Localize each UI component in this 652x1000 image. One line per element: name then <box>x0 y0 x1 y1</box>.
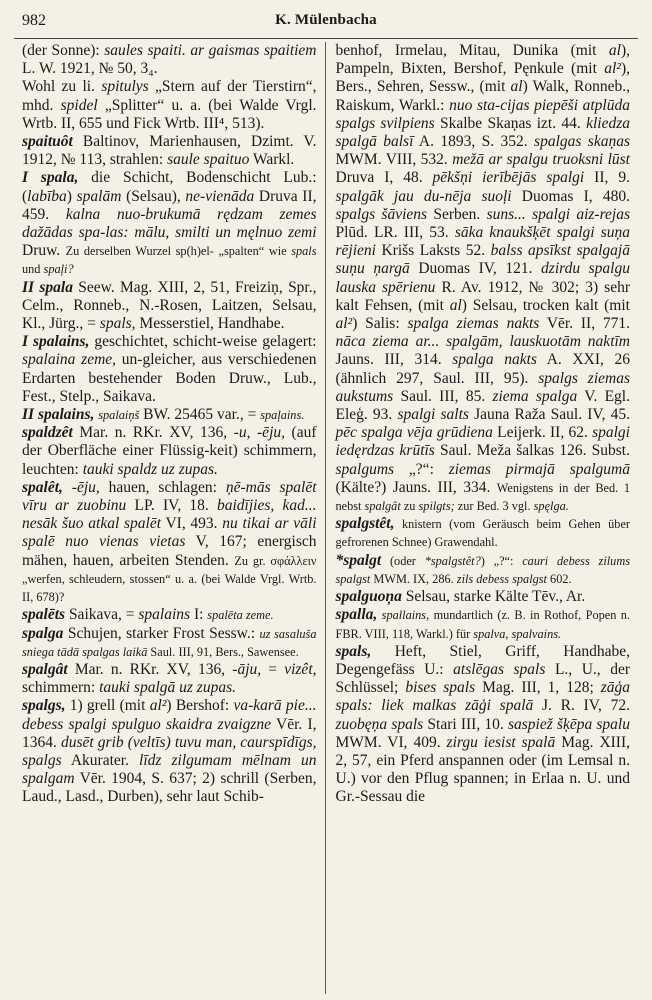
entry-text: Druva I, 48. <box>335 169 433 187</box>
entry-headword: spalga <box>22 624 64 642</box>
dictionary-entry <box>336 606 631 642</box>
etymology-example: zils debess spalgst <box>456 571 547 586</box>
example-text: ņē-mās spalēt vīru ar zuobinu <box>22 478 317 515</box>
entry-text: schimmern: <box>22 679 100 697</box>
entry-text: A. XXI, 26 (ähnlich 297, Saul. III, 95). <box>335 351 630 387</box>
dictionary-entry <box>22 424 317 479</box>
left-column <box>14 42 326 994</box>
etymology-example: uz sasaluša sniega tādā spalgas laikā <box>22 626 317 659</box>
dictionary-entry <box>22 406 317 424</box>
dictionary-columns <box>14 42 638 994</box>
entry-text: VI, 493. <box>161 515 223 533</box>
example-text: al² <box>604 60 621 78</box>
entry-headword: I spalains, <box>22 333 90 351</box>
example-text: spalgi iedęrdzas krūtīs <box>335 424 630 460</box>
example-text: spalaina zeme, <box>22 351 117 369</box>
entry-text: Jauna Raža Saul. IV, 45. <box>468 406 631 424</box>
example-text: bises spals <box>405 679 476 697</box>
etymology-note: mundartlich (z. B. in Rothof, Popen n. FBR. VIII, 118, Warkl.) für <box>335 608 630 641</box>
entry-text: I: <box>190 606 208 624</box>
entry-text: (Kälte?) Jauns. III, 334. <box>335 478 497 496</box>
entry-text: benhof, Irmelau, Mitau, Dunika (mit <box>335 42 609 59</box>
entry-text: Seew. Mag. XIII, 2, 51, Freiziņ, Spr., Celm., Ronneb., N.-Rosen, Laitzen, Selsau, Kl., Jürg., = <box>22 278 317 333</box>
entry-text: Vēr. II, 771. <box>539 315 630 333</box>
etymology-example: spals <box>291 244 317 259</box>
entry-text: ) <box>66 187 77 205</box>
entry-text: „Splitter“ u. a. (bei Walde Vrgl. Wrtb. II, 655 und Fick Wrtb. III⁴, 513). <box>22 96 317 132</box>
entry-text: Skalbe Skaņas izt. 44. <box>434 114 587 132</box>
etymology-example: spilgts; <box>418 499 455 514</box>
etymology-note: knistern (vom Geräusch beim Gehen über gefrorenen Schnee) Grawendahl. <box>335 517 630 550</box>
dictionary-entry <box>336 42 631 515</box>
example-text: balss apsīkst spalgajā suņu ņargā <box>335 242 630 278</box>
etymology-note: (oder <box>381 553 425 568</box>
entry-text: hauen, schlagen: <box>99 478 226 496</box>
entry-text: R. Av. 1912, № 302; 3) sehr kalt Fehsen, (mit <box>335 278 630 314</box>
example-text: al <box>608 42 621 59</box>
dictionary-entry <box>22 169 317 278</box>
etymology-example: spalva, spalvains. <box>473 626 562 641</box>
example-text: zuobęņa spals <box>335 715 424 733</box>
example-text: spalga nakts <box>452 351 537 369</box>
example-text: kalna nuo-brukumā rędzam zemes dažādas spa-las: mālu, smilti un męlnuo zemi <box>22 205 317 242</box>
example-text: sāka knaukšķēt spalgi suņa rējieni <box>335 224 631 260</box>
example-text: nāca ziema ar... spalgām, lauskuotām naktīm <box>335 333 630 351</box>
entry-text: Krišs Laksts 52. <box>375 242 491 260</box>
etymology-note: Zu gr. σφάλλειν „werfen, schleudern, stossen“ u. a. (bei Walde Vrgl. Wrtb. II, 678)? <box>22 553 317 605</box>
example-text: spalgums <box>335 460 395 478</box>
entry-text: ), Bers., Sehren, Sessw., (mit <box>335 60 630 96</box>
example-text: pēkšņi ierībējās spalgi <box>432 169 585 187</box>
dictionary-entry <box>336 515 631 551</box>
etymology-example: spalgât <box>364 499 401 514</box>
entry-text: V, 167; energisch mähen, hauen, arbeiten Stenden. <box>22 533 317 569</box>
entry-text: Saikava, = <box>65 606 139 624</box>
entry-headword: spalgât <box>22 660 68 678</box>
dictionary-entry <box>22 606 317 624</box>
dictionary-entry <box>22 661 317 697</box>
etymology-note: und <box>22 262 44 277</box>
entry-text: Druw. <box>22 242 66 260</box>
entry-text: Baltinov, Marienhausen, Dzimt. V. 1912, № 113, strahlen: <box>22 133 317 169</box>
entry-headword: I spala, <box>22 169 79 187</box>
etymology-example: spęlga. <box>533 499 569 514</box>
entry-text: = <box>261 660 285 678</box>
example-text: suns... spalgi aiz-rejas <box>486 205 630 223</box>
page-header <box>14 8 638 39</box>
entry-text: V. Egl. Eleģ. 93. <box>335 387 630 424</box>
entry-text: Stari III, 10. <box>423 715 508 733</box>
entry-headword: *spalgt <box>335 551 382 569</box>
entry-text: Mar. n. RKr. XV, 136, <box>67 660 233 678</box>
etymology-note: Saul. III, 91, Bers., Sawensee. <box>147 644 299 659</box>
entry-text: Heft, Stiel, Griff, Handhabe, Degengefäss U.: <box>335 642 630 678</box>
entry-text: Jauns. III, 314. <box>335 351 453 369</box>
entry-text: A. 1893, S. 352. <box>413 133 535 151</box>
entry-text: ) Selsau, trocken kalt (mit <box>461 296 630 314</box>
entry-text: Selsau, starke Kälte Tēv., Ar. <box>401 588 586 606</box>
example-text: tauki spaldz uz zupas. <box>82 460 218 478</box>
example-text: spidel <box>60 96 98 114</box>
dictionary-entry <box>22 697 317 806</box>
example-text: spalgāk jau du-nēja suoļi <box>335 187 512 205</box>
example-text: -u, -ēju, <box>233 424 285 442</box>
entry-text: ) Bershof: <box>166 697 234 715</box>
example-text: spalām <box>76 187 122 205</box>
example-text: -ēju, <box>71 478 100 496</box>
entry-text: L. W. 1921, № 50, 3₄. <box>22 60 158 78</box>
entry-text: Leijerk. II, 62. <box>492 424 593 442</box>
example-text: līdz zilgumam mēlnam un spalgam <box>22 751 317 788</box>
example-text: saule spaituo <box>167 151 250 169</box>
example-text: dzirdu spalgu lauska spērienu <box>335 260 630 296</box>
entry-text: Vēr. I, 1364. <box>22 715 317 751</box>
example-text: tauki spalgā uz zupas. <box>99 679 236 697</box>
example-text: saspiež šķēpa spalu <box>507 715 630 733</box>
entry-text: „Stern auf der Tierstirn“, mhd. <box>22 78 317 114</box>
example-text: nuo sta-cijas piepēši atplūda spalgs svilpiens <box>335 96 630 132</box>
example-text: al² <box>335 315 353 333</box>
dictionary-entry <box>22 133 317 169</box>
example-text: saules spaiti. ar gaismas spaitiem <box>104 42 317 59</box>
example-text: pēc spalga vēja grūdiena <box>335 424 493 442</box>
example-text: -āju, <box>232 660 262 678</box>
example-text: nu tikai ar vāli spalē nuo vienas vietas <box>22 515 317 551</box>
entry-text: „?“: <box>394 460 449 478</box>
entry-text: (der Sonne): <box>22 42 105 59</box>
entry-headword: spals, <box>335 642 372 660</box>
entry-headword: II spalains, <box>22 406 95 424</box>
entry-text: die Schicht, Bodenschicht Lub.: ( <box>22 169 317 205</box>
entry-text: BW. 25465 var., = <box>139 406 261 424</box>
entry-headword: spalêt, <box>22 478 63 496</box>
entry-text: geschichtet, schicht-weise gelagert: <box>89 333 317 351</box>
dictionary-entry <box>336 643 631 807</box>
example-text: kliedza spalgā balsī <box>335 114 630 151</box>
dictionary-entry <box>336 588 631 606</box>
dictionary-entry <box>22 625 317 661</box>
entry-text: Warkl. <box>249 151 295 169</box>
example-text: spalgs šāviens <box>335 205 428 223</box>
example-text: va-karā pie... debess spalgi spulguo skaidra zvaigzne <box>22 697 317 733</box>
example-text: spitulys <box>101 78 149 96</box>
etymology-example: spalaiņš <box>98 408 140 423</box>
entry-headword: spalla, <box>335 606 378 624</box>
entry-text: MWM. VI, 409. <box>335 733 447 751</box>
example-text: atslēgas spals <box>453 660 546 678</box>
running-head: K. Mülenbacha <box>275 12 377 28</box>
entry-text: Duomas IV, 121. <box>409 260 542 278</box>
example-text: ne-vienāda <box>185 187 255 205</box>
example-text: spalga ziemas nakts <box>407 315 540 333</box>
entry-text: ) Salis: <box>352 315 408 333</box>
entry-text: II, 9. <box>584 169 630 187</box>
entry-text: Plūd. LR. III, 53. <box>335 224 455 242</box>
etymology-example: spalēta zeme. <box>207 608 274 623</box>
entry-headword: II spala <box>22 278 73 296</box>
etymology-note: zur Bed. 3 vgl. <box>454 499 534 514</box>
entry-text: (Selsau), <box>121 187 186 205</box>
etymology-note: zu <box>400 499 419 514</box>
example-text: dusēt grib (veltīs) tuvu man, caurspīdīgs, spalgs <box>22 733 317 769</box>
entry-text: Mag. III, 1, 128; <box>475 679 601 697</box>
entry-text: 1) grell (mit <box>65 697 150 715</box>
dictionary-entry <box>22 42 317 78</box>
etymology-example: spaļi? <box>43 262 74 277</box>
etymology-note: Wenigstens in der Bed. 1 nebst <box>335 480 630 514</box>
entry-text: Schujen, starker Frost Sessw.: <box>63 624 260 642</box>
entry-text: Messerstiel, Handhabe. <box>135 315 285 333</box>
etymology-note: ) „?“: <box>480 553 523 568</box>
example-text: zāģa spals: liek malkas zāģi spalā <box>335 679 630 715</box>
entry-text: Saul. III, 85. <box>393 387 493 405</box>
example-text: ziema spalga <box>492 387 578 405</box>
etymology-note: 602. <box>546 571 572 586</box>
example-text: baidījies, kad... nesāk šuo atkal spalēt <box>22 497 317 533</box>
entry-headword: spalēts <box>22 606 66 624</box>
etymology-example: cauri debess zilums spalgst <box>335 553 630 586</box>
entry-text: LP. IV, 18. <box>126 497 217 515</box>
entry-text: (auf der Oberfläche einer Flüssig-keit) schimmern, leuchten: <box>22 424 317 478</box>
example-text: labība <box>27 187 67 205</box>
example-text: al² <box>149 697 167 715</box>
entry-text: Saul. Meža šalkas 126. Subst. <box>434 442 630 460</box>
entry-headword: spalgstêt, <box>335 515 395 533</box>
example-text: spalains <box>138 606 191 624</box>
entry-text: Akurater. <box>61 751 140 769</box>
entry-text: J. R. IV, 72. <box>533 697 631 715</box>
etymology-example: spaļains. <box>260 408 305 423</box>
example-text: spalgs ziemas aukstums <box>335 369 630 405</box>
dictionary-entry <box>22 479 317 606</box>
entry-text <box>63 479 72 496</box>
entry-text: Mar. n. RKr. XV, 136, <box>72 424 234 442</box>
example-text: mežā ar spalgu truoksni lūst <box>452 151 630 169</box>
page-number: 982 <box>22 12 46 29</box>
example-text: spals, <box>99 315 136 333</box>
example-text: spalgas skaņas <box>534 133 630 151</box>
entry-text: Duomas I, 480. <box>511 187 630 205</box>
entry-text: L., U., der Schlüssel; <box>335 660 630 697</box>
example-text: ziemas pirmajā spalgumā <box>448 460 630 478</box>
right-column <box>326 42 639 994</box>
dictionary-entry <box>336 552 631 588</box>
example-text: vizêt, <box>284 660 317 678</box>
example-text: spalgi salts <box>397 406 469 424</box>
entry-headword: spaldzêt <box>22 424 73 442</box>
entry-text: Vēr. 1904, S. 637; 2) schrill (Serben, Laud., Lasd., Durben), sehr laut Schib- <box>22 770 317 806</box>
example-text: al <box>449 296 462 314</box>
entry-headword: spalgs, <box>22 697 66 715</box>
example-text: zirgu iesist spalā <box>446 733 556 751</box>
entry-text: ) Walk, Ronneb., Raiskum, Warkl.: <box>335 78 630 114</box>
dictionary-entry <box>22 279 317 334</box>
etymology-note: Zu derselben Wurzel sp(h)el- „spalten“ wie <box>65 244 292 259</box>
entry-headword: spalguoņa <box>335 588 402 606</box>
dictionary-entry <box>22 333 317 406</box>
entry-text: un-gleicher, aus verschiedenen Erdarten bestehender Boden Druw., Lub., Fest., Stelp., Saikava. <box>22 351 317 405</box>
etymology-example: spallains, <box>381 608 430 623</box>
entry-headword: spaituôt <box>22 133 73 151</box>
example-text: al <box>510 78 523 96</box>
entry-text: Serben. <box>427 205 487 223</box>
etymology-example: *spalgstêt? <box>424 553 481 568</box>
entry-text: Mag. XIII, 2, 57, ein Pferd anspannen oder (im Lemsal n. U.) vor den Pflug spannen; in Erlaa n. U. und Gr.-Sessau die <box>335 733 631 806</box>
etymology-note: MWM. IX, 286. <box>370 571 457 586</box>
entry-text: MWM. VIII, 532. <box>335 151 453 169</box>
entry-text: Wohl zu li. <box>22 78 102 96</box>
dictionary-entry <box>22 78 317 133</box>
entry-text: Druva II, 459. <box>22 187 317 223</box>
entry-text: ), Pampeln, Bixten, Bershof, Pęnkule (mit <box>335 42 630 78</box>
